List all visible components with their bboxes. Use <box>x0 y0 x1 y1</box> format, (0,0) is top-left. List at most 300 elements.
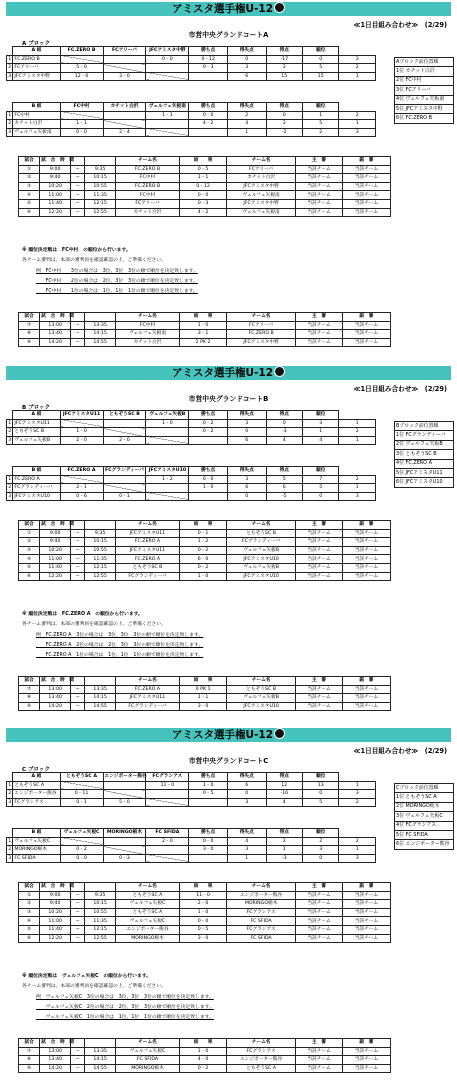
schedule-header-cell: 副 審 <box>343 521 390 530</box>
schedule-header-cell: チーム名 <box>227 677 296 686</box>
spacer-cell <box>390 555 437 564</box>
ranking-item: 4位 FC.ZERO A <box>395 459 454 468</box>
match-row <box>19 1064 438 1073</box>
score-cell: 5 - 0 <box>60 64 103 73</box>
start-time: 13:00 <box>40 321 71 330</box>
match-number: ⑧ <box>19 694 40 703</box>
schedule-header-cell: 主 審 <box>295 677 342 686</box>
match-number: ③ <box>19 908 40 917</box>
match-schedule-table <box>18 520 438 581</box>
score-cell: 3 <box>227 475 266 484</box>
group-header-cell: 順位 <box>303 829 339 838</box>
away-team: FCアリーバ <box>227 321 296 330</box>
home-team: ともぞうSC A <box>116 908 180 917</box>
schedule-header-cell: 試合 <box>19 521 40 530</box>
score-cell: 0 - 1 <box>103 492 146 501</box>
group-row <box>7 111 376 120</box>
group-a-table <box>6 410 376 445</box>
group-header-cell: MORINGO栃木 <box>103 829 146 838</box>
start-time: 11:40 <box>40 199 71 208</box>
start-time: 9:00 <box>40 891 71 900</box>
score-cell: 15 <box>303 72 339 81</box>
score-cell: 6 <box>227 781 266 790</box>
schedule-header-cell: チーム名 <box>116 313 180 322</box>
ranking-row <box>395 821 454 830</box>
schedule-header-row <box>19 157 438 166</box>
match-row <box>19 572 438 581</box>
schedule-header-cell: 主 審 <box>295 1039 342 1048</box>
group-header-cell: 順位 <box>303 773 339 782</box>
match-result: 0 - 12 <box>179 182 226 191</box>
group-header-cell: 勝ち点 <box>189 773 228 782</box>
note-title-text: ※ 順位決定戦は FC中村 の順位から行います。 <box>22 248 131 253</box>
spacer-cell <box>390 338 437 347</box>
assistant-referee: 当該チーム <box>343 1064 390 1073</box>
schedule-header-cell: 副 審 <box>343 883 390 892</box>
score-cell: 3 <box>8 494 12 500</box>
match-result: 0 - 2 <box>179 546 226 555</box>
score-cell <box>103 55 146 64</box>
spacer-cell <box>390 572 437 581</box>
group-header-cell: 得失点 <box>227 467 266 476</box>
ranking-row <box>395 468 454 477</box>
match-result: 0 - 5 <box>179 165 226 174</box>
score-cell <box>103 419 146 428</box>
score-cell: -5 <box>266 492 302 501</box>
score-cell: 0 - 2 <box>189 428 228 437</box>
ranking-row <box>395 114 454 123</box>
schedule-header-cell <box>85 677 116 686</box>
group-header-cell: ヴェルフェ矢板C <box>60 829 103 838</box>
assistant-referee: 当該チーム <box>343 702 390 711</box>
match-result: 0 PK 1 <box>179 685 226 694</box>
group-header-cell: FCグランディーバ <box>103 467 146 476</box>
score-cell: 2 <box>8 429 12 435</box>
score-cell <box>146 798 189 807</box>
ranking-list <box>394 421 454 488</box>
spacer-cell <box>390 208 437 217</box>
schedule-header-cell: 副 審 <box>343 1039 390 1048</box>
ranking-item: 1位 FCグランディーバ <box>395 431 454 440</box>
court-section <box>0 726 457 1080</box>
score-cell: 2 <box>339 837 376 846</box>
score-cell: 6 <box>227 436 266 445</box>
score-cell: 4 <box>303 436 339 445</box>
score-cell: 3 <box>227 64 266 73</box>
end-time: 9:35 <box>85 891 116 900</box>
referee: 当該チーム <box>295 917 342 926</box>
score-cell: 2 <box>8 485 12 491</box>
start-time: 13:40 <box>40 330 71 339</box>
dash: − <box>71 182 85 191</box>
spacer-cell <box>390 174 437 183</box>
match-number: ⑥ <box>19 572 40 581</box>
referee: 当該チーム <box>295 1047 342 1056</box>
group-header-row <box>7 773 376 782</box>
away-team: FC.ZERO B <box>227 330 296 339</box>
spacer-cell <box>339 103 376 112</box>
score-cell <box>103 120 146 129</box>
schedule-header-row <box>19 883 438 892</box>
score-cell: 0 <box>227 428 266 437</box>
score-cell: 6 <box>266 484 302 493</box>
score-cell: 3 - 0 <box>189 846 228 855</box>
spacer-cell <box>339 47 376 56</box>
score-cell: 2 <box>8 847 12 853</box>
spacer-cell <box>390 538 437 547</box>
group-header-cell: 勝ち点 <box>189 47 228 56</box>
group-header-cell: ヴェルフェ矢板B <box>146 411 189 420</box>
match-result: 2 PK 2 <box>179 338 226 347</box>
score-cell <box>60 111 103 120</box>
group-b-table <box>6 828 376 863</box>
ranking-row <box>395 440 454 449</box>
team-name: FCアリーバ <box>13 64 60 73</box>
group-header-cell: 得点 <box>266 829 302 838</box>
assistant-referee: 当該チーム <box>343 555 390 564</box>
ranking-row <box>395 95 454 104</box>
schedule-header-cell: 結 果 <box>179 157 226 166</box>
match-number: ⑤ <box>19 563 40 572</box>
schedule-header-cell: 試合 <box>19 313 40 322</box>
assistant-referee: 当該チーム <box>343 165 390 174</box>
assistant-referee: 当該チーム <box>343 174 390 183</box>
end-time: 11:35 <box>85 917 116 926</box>
ranking-item: 6位 FC.ZERO B <box>395 114 454 123</box>
schedule-header-cell: 試 合 時 間 <box>41 158 75 164</box>
schedule-header-cell: チーム名 <box>116 677 180 686</box>
score-cell: 0 <box>227 55 266 64</box>
match-number: ③ <box>19 546 40 555</box>
away-team: ヴェルフェ矢板B <box>227 563 296 572</box>
ranking-title: Bブロック前位置順 <box>395 422 454 431</box>
match-number: ⑨ <box>19 338 40 347</box>
away-team: JFCアミスタU10 <box>227 555 296 564</box>
score-cell: 2 <box>266 64 302 73</box>
match-row <box>19 694 438 703</box>
score-cell: 1 <box>266 846 302 855</box>
spacer-cell <box>390 546 437 555</box>
score-cell: 2 - 0 <box>60 436 103 445</box>
spacer-cell <box>390 900 437 909</box>
assistant-referee: 当該チーム <box>343 908 390 917</box>
home-team: FC.ZERO B <box>116 182 180 191</box>
away-team: JFCアミスタ中野 <box>227 199 296 208</box>
group-a-table <box>6 46 376 81</box>
start-time: 11:00 <box>40 555 71 564</box>
group-header-cell: FC.ZERO B <box>60 47 103 56</box>
soccer-ball-icon <box>274 366 285 377</box>
spacer-cell <box>390 891 437 900</box>
ranking-item: 6位 JFCアミスタU10 <box>395 478 454 487</box>
team-name: FCグラシアス <box>13 798 60 807</box>
dash: − <box>71 165 85 174</box>
schedule-header-row <box>19 521 438 530</box>
match-number: ⑤ <box>19 199 40 208</box>
score-cell: 3 <box>339 854 376 863</box>
spacer-cell <box>390 677 437 686</box>
note-title-text: ※ 順位決定戦は ヴェルフェ矢板C の順位から行います。 <box>22 974 151 979</box>
away-team: ヴェルフェ矢板B <box>227 546 296 555</box>
match-number: ① <box>19 891 40 900</box>
referee: 当該チーム <box>295 208 342 217</box>
match-number: ④ <box>19 917 40 926</box>
match-number: ② <box>19 174 40 183</box>
score-cell: 4 <box>266 798 302 807</box>
score-cell: 1 <box>8 838 12 844</box>
ranking-row <box>395 86 454 95</box>
referee: 当該チーム <box>295 321 342 330</box>
score-cell: 0 - 3 <box>103 854 146 863</box>
end-time: 14:15 <box>85 694 116 703</box>
score-cell: 0 <box>303 790 339 799</box>
score-cell: 1 <box>339 436 376 445</box>
dash: − <box>71 925 85 934</box>
end-time: 12:55 <box>85 208 116 217</box>
placement-match-table <box>18 1038 438 1073</box>
referee: 当該チーム <box>295 529 342 538</box>
score-cell <box>146 72 189 81</box>
match-result: 0 - 1 <box>179 529 226 538</box>
start-time: 13:00 <box>40 685 71 694</box>
spacer-cell <box>339 773 376 782</box>
score-cell <box>146 436 189 445</box>
assistant-referee: 当該チーム <box>343 917 390 926</box>
score-cell <box>103 790 146 799</box>
start-time: 12:20 <box>40 934 71 943</box>
home-team: ヴェルフェ矢板C <box>116 1047 180 1056</box>
away-team: FC SFIDA <box>227 934 296 943</box>
schedule-header-cell: 試 合 時 間 <box>41 314 75 320</box>
score-cell <box>189 854 228 863</box>
score-cell: 2 <box>8 791 12 797</box>
dash: − <box>71 694 85 703</box>
schedule-header-cell: 試合 <box>19 883 40 892</box>
group-row <box>7 790 376 799</box>
score-cell: 4 <box>266 436 302 445</box>
end-time: 14:55 <box>85 1064 116 1073</box>
end-time: 10:15 <box>85 174 116 183</box>
score-cell: 2 <box>266 837 302 846</box>
team-name: FC.ZERO A <box>13 475 60 484</box>
end-time: 10:55 <box>85 546 116 555</box>
group-b-table <box>6 466 376 501</box>
ranking-item: 3位 ともぞうSC B <box>395 450 454 459</box>
group-header-cell: 得点 <box>266 103 302 112</box>
score-cell: 1 <box>339 846 376 855</box>
away-team: MORINGO栃木 <box>227 900 296 909</box>
score-cell: 4 <box>227 120 266 129</box>
score-cell: 4 <box>227 837 266 846</box>
score-cell: 3 <box>339 790 376 799</box>
placement-match-table <box>18 312 438 347</box>
assistant-referee: 当該チーム <box>343 208 390 217</box>
group-header-cell: 得失点 <box>227 47 266 56</box>
end-time: 12:15 <box>85 199 116 208</box>
score-cell: 2 <box>339 798 376 807</box>
match-result: 6 - 0 <box>179 555 226 564</box>
dash: − <box>71 900 85 909</box>
assistant-referee: 当該チーム <box>343 563 390 572</box>
score-cell: 1 - 1 <box>146 111 189 120</box>
schedule-header-cell: 試合 <box>19 1039 40 1048</box>
group-header-cell: ともぞうSC B <box>103 411 146 420</box>
end-time: 11:35 <box>85 555 116 564</box>
match-result: 1 - 1 <box>179 174 226 183</box>
spacer-cell <box>390 908 437 917</box>
group-header-cell: 順位 <box>303 411 339 420</box>
referee: 当該チーム <box>295 199 342 208</box>
score-cell: 15 <box>266 72 302 81</box>
score-cell: 3 - 0 <box>103 72 146 81</box>
away-team: カチット白沢 <box>227 174 296 183</box>
score-cell: 4 - 2 <box>189 120 228 129</box>
ranking-row <box>395 840 454 849</box>
match-result: 0 - 2 <box>179 1064 226 1073</box>
ranking-row <box>395 812 454 821</box>
schedule-header-cell: 結 果 <box>179 313 226 322</box>
team-name: エンジポーター熊谷 <box>13 790 60 799</box>
schedule-header-cell <box>85 883 116 892</box>
ranking-list <box>394 783 454 850</box>
group-row <box>7 854 376 863</box>
schedule-header-cell: 主 審 <box>295 521 342 530</box>
schedule-header-cell: 主 審 <box>295 313 342 322</box>
dash: − <box>71 1064 85 1073</box>
ranking-row <box>395 58 454 67</box>
group-header-cell: FC SFIDA <box>146 829 189 838</box>
score-cell: 0 - 0 <box>189 837 228 846</box>
ranking-row <box>395 784 454 793</box>
score-cell: 0 - 6 <box>60 492 103 501</box>
score-cell <box>103 846 146 855</box>
ranking-row <box>395 76 454 85</box>
score-cell: 0 - 1 <box>60 798 103 807</box>
dash: − <box>71 529 85 538</box>
start-time: 9:40 <box>40 174 71 183</box>
referee: 当該チーム <box>295 338 342 347</box>
schedule-header-cell: チーム名 <box>116 157 180 166</box>
score-cell: 1 - 0 <box>146 419 189 428</box>
start-time: 14:20 <box>40 1064 71 1073</box>
score-cell: 3 <box>303 846 339 855</box>
group-header-cell: 勝ち点 <box>189 829 228 838</box>
group-row <box>7 837 376 846</box>
group-header-row <box>7 467 376 476</box>
ranking-row <box>395 478 454 487</box>
score-cell: -17 <box>266 55 302 64</box>
score-cell: 5 <box>303 120 339 129</box>
note-title <box>22 246 131 253</box>
assistant-referee: 当該チーム <box>343 191 390 200</box>
assistant-referee: 当該チーム <box>343 685 390 694</box>
score-cell: 7 <box>303 475 339 484</box>
spacer-cell <box>390 1056 437 1065</box>
match-row <box>19 330 438 339</box>
match-number: ② <box>19 900 40 909</box>
note-example-line: FC中村 2位の場合は 2位、3位 3位の順で順位を決定致します。 <box>36 279 198 284</box>
schedule-header-cell: チーム名 <box>116 883 180 892</box>
group-header-cell: FCグラシアス <box>146 773 189 782</box>
schedule-date: ≪1日目組み合わせ≫ (2/29) <box>353 747 447 755</box>
dash: − <box>71 891 85 900</box>
group-header-cell: FCアリーバ <box>103 47 146 56</box>
match-row <box>19 900 438 909</box>
home-team: FC.ZERO A <box>116 555 180 564</box>
assistant-referee: 当該チーム <box>343 330 390 339</box>
match-row <box>19 908 438 917</box>
spacer-cell <box>390 199 437 208</box>
match-result: 3 - 0 <box>179 702 226 711</box>
referee: 当該チーム <box>295 1064 342 1073</box>
assistant-referee: 当該チーム <box>343 900 390 909</box>
match-result: 0 - 5 <box>179 925 226 934</box>
team-name: ヴェルフェ矢板B <box>13 436 60 445</box>
score-cell <box>146 846 189 855</box>
score-cell: 5 <box>303 64 339 73</box>
match-row <box>19 538 438 547</box>
schedule-header-cell <box>85 157 116 166</box>
note-example-line: 例 FC中村 3位の場合は 3位、3位 3位の順で順位を決定致します。 <box>36 269 198 274</box>
spacer-cell <box>390 182 437 191</box>
ranking-row <box>395 830 454 839</box>
score-cell: 1 <box>8 56 12 62</box>
note-example-line: ヴェルフェ矢板C 2位の場合は 2位、3位 3位の順で順位を決定致します。 <box>36 1005 214 1010</box>
group-row <box>7 484 376 493</box>
spacer-cell <box>390 321 437 330</box>
start-time: 9:00 <box>40 529 71 538</box>
end-time: 12:55 <box>85 572 116 581</box>
ranking-item: 5位 JFCアミスタU11 <box>395 468 454 477</box>
group-header-cell: 得失点 <box>227 829 266 838</box>
note-title-text: ※ 順位決定戦は FC.ZERO A の順位から行います。 <box>22 612 143 617</box>
title-banner <box>6 2 451 16</box>
schedule-header-cell: 副 審 <box>343 157 390 166</box>
score-cell: -16 <box>266 790 302 799</box>
home-team: JFCアミスタU11 <box>116 529 180 538</box>
match-number: ⑧ <box>19 1056 40 1065</box>
referee: 当該チーム <box>295 1056 342 1065</box>
end-time: 12:55 <box>85 934 116 943</box>
referee: 当該チーム <box>295 182 342 191</box>
referee: 当該チーム <box>295 685 342 694</box>
match-row <box>19 182 438 191</box>
spacer-cell <box>339 829 376 838</box>
note-example-line: FC.ZERO A 2位の場合は 2位、3位 3位の順で順位を決定致します。 <box>36 643 204 648</box>
away-team: FCグラシアス <box>227 908 296 917</box>
schedule-header-cell: チーム名 <box>227 521 296 530</box>
match-row <box>19 208 438 217</box>
match-row <box>19 555 438 564</box>
home-team: FCアリーバ <box>116 199 180 208</box>
score-cell: 1 <box>339 72 376 81</box>
end-time: 11:35 <box>85 191 116 200</box>
match-result: 4 - 0 <box>179 1056 226 1065</box>
ranking-row <box>395 802 454 811</box>
match-row <box>19 165 438 174</box>
score-cell: 3 <box>8 438 12 444</box>
ranking-item: 4位 ヴェルフェ矢板南 <box>395 95 454 104</box>
away-team: FCアリーバ <box>227 165 296 174</box>
home-team: ヴェルフェ矢板C <box>116 900 180 909</box>
group-row <box>7 846 376 855</box>
start-time: 14:20 <box>40 338 71 347</box>
match-number: ⑨ <box>19 702 40 711</box>
schedule-header-cell: 試 合 時 間 <box>41 522 75 528</box>
score-cell: 2 <box>8 65 12 71</box>
dash: − <box>71 338 85 347</box>
dash: − <box>71 934 85 943</box>
